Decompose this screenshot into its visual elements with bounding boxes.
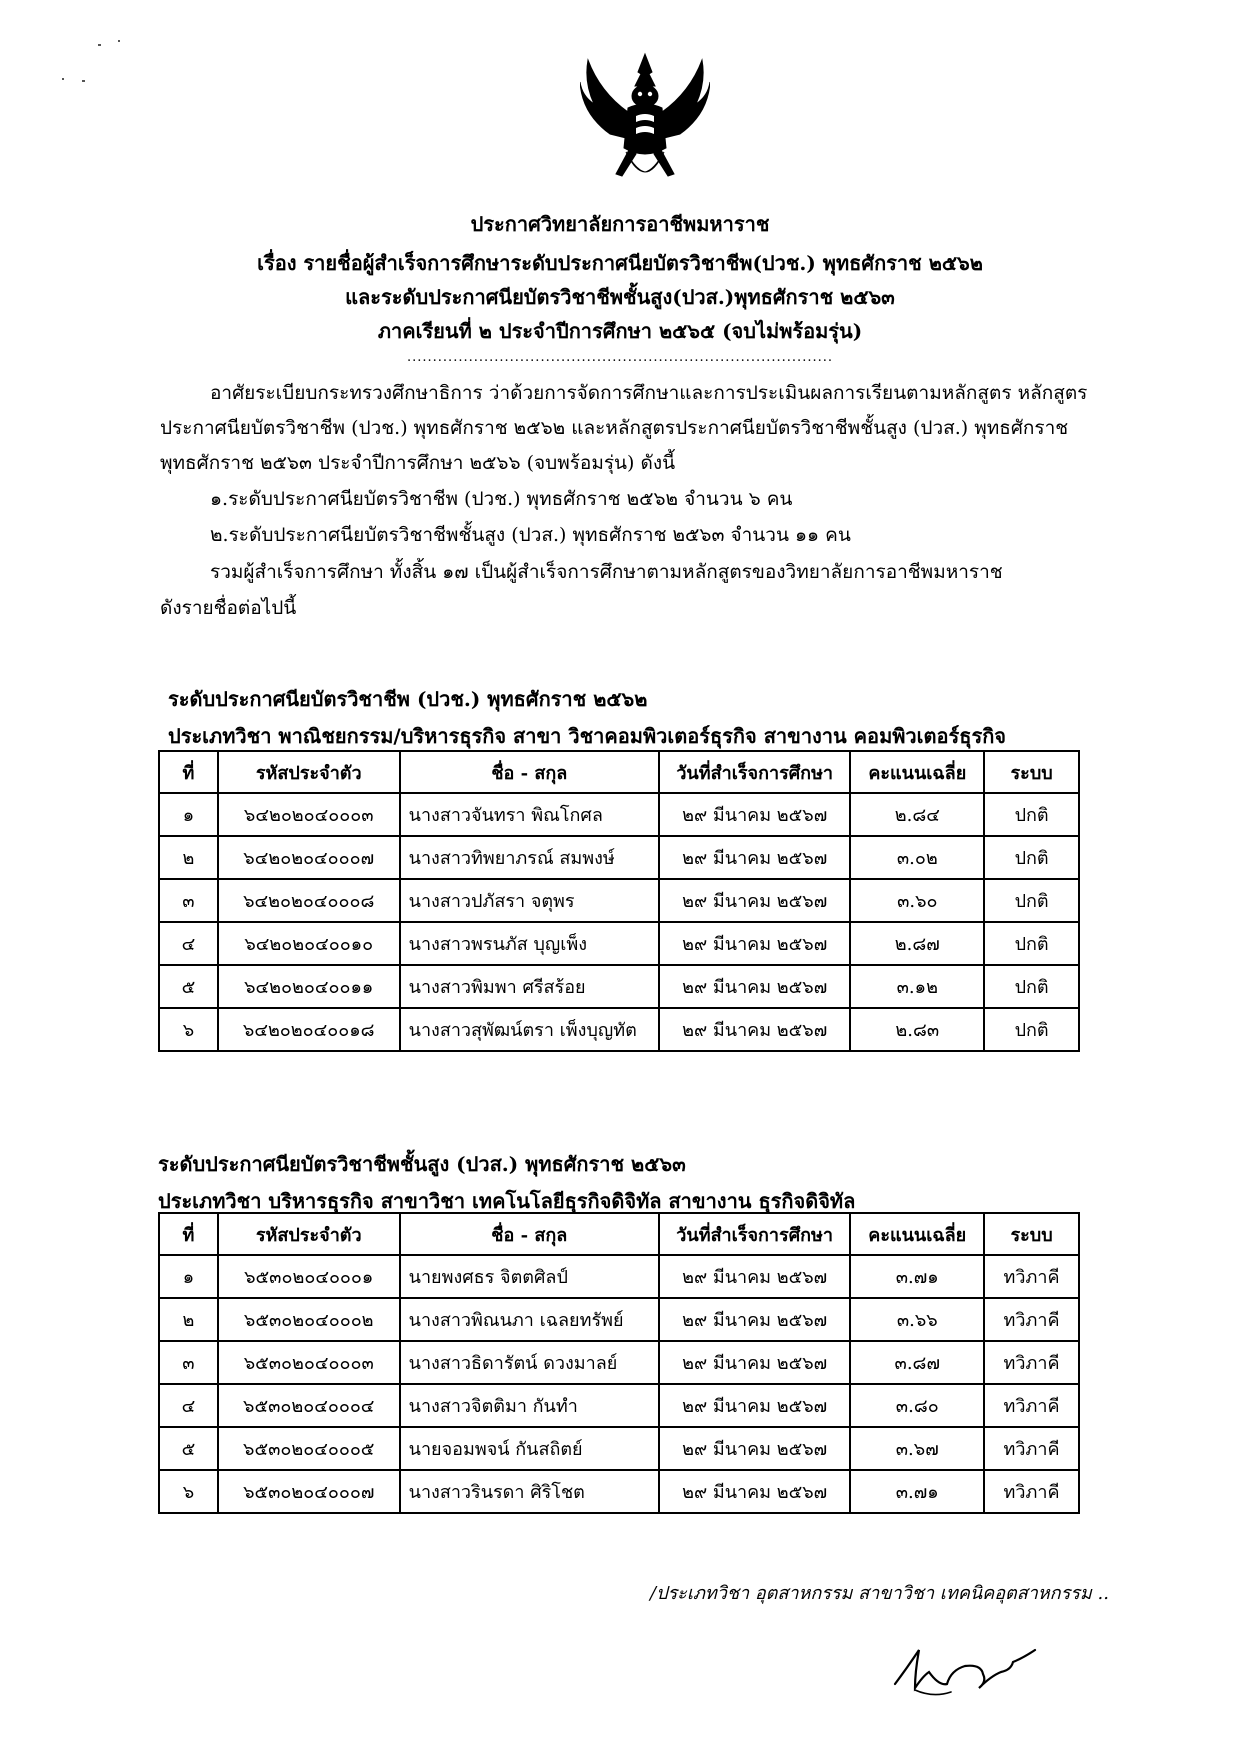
row-no: ๕ bbox=[159, 965, 218, 1008]
table-row bbox=[159, 1427, 1079, 1470]
row-student-id: ๖๕๓๐๒๐๔๐๐๐๕ bbox=[218, 1427, 400, 1470]
subject-line-3: ภาคเรียนที่ ๒ ประจำปีการศึกษา ๒๕๖๕ (จบไม่พร้อมรุ่น) bbox=[377, 319, 863, 343]
col-no: ที่ bbox=[159, 1213, 218, 1255]
col-gpa: คะแนนเฉลี่ย bbox=[850, 1213, 984, 1255]
table-row bbox=[159, 879, 1079, 922]
row-gpa: ๓.๐๒ bbox=[850, 836, 984, 879]
subject-line-1: เรื่อง รายชื่อผู้สำเร็จการศึกษาระดับประกาศนียบัตรวิชาชีพ(ปวช.) พุทธศักราช ๒๕๖๒ bbox=[257, 251, 983, 275]
row-system: ปกติ bbox=[984, 793, 1079, 836]
row-no: ๓ bbox=[159, 1341, 218, 1384]
row-gpa: ๒.๘๔ bbox=[850, 793, 984, 836]
row-gpa: ๓.๑๒ bbox=[850, 965, 984, 1008]
row-gpa: ๓.๗๑ bbox=[850, 1255, 984, 1298]
row-name: นางสาวจิตติมา กันทำ bbox=[400, 1384, 659, 1427]
row-no: ๒ bbox=[159, 836, 218, 879]
section1-program: ประเภทวิชา พาณิชยกรรม/บริหารธุรกิจ สาขา วิชาคอมพิวเตอร์ธุรกิจ สาขางาน คอมพิวเตอร์ธุรกิจ bbox=[168, 724, 1007, 748]
row-date: ๒๙ มีนาคม ๒๕๖๗ bbox=[659, 965, 851, 1008]
row-no: ๔ bbox=[159, 1384, 218, 1427]
row-no: ๕ bbox=[159, 1427, 218, 1470]
row-date: ๒๙ มีนาคม ๒๕๖๗ bbox=[659, 1298, 850, 1341]
row-system: ทวิภาคี bbox=[984, 1298, 1079, 1341]
row-name: นายจอมพจน์ กันสถิตย์ bbox=[400, 1427, 659, 1470]
row-name: นางสาวรินรดา ศิริโชต bbox=[400, 1470, 659, 1513]
row-name: นางสาวทิพยาภรณ์ สมพงษ์ bbox=[400, 836, 659, 879]
row-student-id: ๖๔๒๐๒๐๔๐๐๑๘ bbox=[218, 1008, 400, 1051]
col-name: ชื่อ - สกุล bbox=[400, 1213, 659, 1255]
signature-icon bbox=[885, 1628, 1045, 1708]
row-gpa: ๒.๘๗ bbox=[850, 922, 984, 965]
row-student-id: ๖๔๒๐๒๐๔๐๐๐๘ bbox=[218, 879, 400, 922]
row-system: ทวิภาคี bbox=[984, 1255, 1079, 1298]
row-no: ๒ bbox=[159, 1298, 218, 1341]
row-date: ๒๙ มีนาคม ๒๕๖๗ bbox=[659, 1255, 850, 1298]
intro-line-2: ประกาศนียบัตรวิชาชีพ (ปวช.) พุทธศักราช ๒๕๖๒ และหลักสูตรประกาศนียบัตรวิชาชีพชั้นสูง (ปวส.) พุทธศักราช bbox=[160, 417, 1069, 439]
col-graduation-date: วันที่สำเร็จการศึกษา bbox=[659, 751, 851, 793]
col-gpa: คะแนนเฉลี่ย bbox=[850, 751, 984, 793]
row-name: นายพงศธร จิตตศิลป์ bbox=[400, 1255, 659, 1298]
row-student-id: ๖๕๓๐๒๐๔๐๐๐๓ bbox=[218, 1341, 400, 1384]
row-name: นางสาวธิดารัตน์ ดวงมาลย์ bbox=[400, 1341, 659, 1384]
section2-level: ระดับประกาศนียบัตรวิชาชีพชั้นสูง (ปวส.) พุทธศักราช ๒๕๖๓ bbox=[158, 1152, 686, 1176]
row-name: นางสาวพิมพา ศรีสร้อย bbox=[400, 965, 659, 1008]
scan-speck bbox=[82, 80, 85, 82]
row-gpa: ๓.๖๐ bbox=[850, 879, 984, 922]
table-row bbox=[159, 1384, 1079, 1427]
row-no: ๑ bbox=[159, 1255, 218, 1298]
row-system: ปกติ bbox=[984, 1008, 1079, 1051]
row-date: ๒๙ มีนาคม ๒๕๖๗ bbox=[659, 922, 851, 965]
col-name: ชื่อ - สกุล bbox=[400, 751, 659, 793]
row-date: ๒๙ มีนาคม ๒๕๖๗ bbox=[659, 1008, 851, 1051]
row-gpa: ๒.๘๓ bbox=[850, 1008, 984, 1051]
table-row bbox=[159, 1008, 1079, 1051]
subject-line-2: และระดับประกาศนียบัตรวิชาชีพชั้นสูง(ปวส.)พุทธศักราช ๒๕๖๓ bbox=[345, 285, 895, 309]
row-system: ปกติ bbox=[984, 922, 1079, 965]
total-line-2: ดังรายชื่อต่อไปนี้ bbox=[160, 597, 297, 619]
section1-table bbox=[158, 750, 1080, 1052]
col-system: ระบบ bbox=[984, 751, 1079, 793]
row-date: ๒๙ มีนาคม ๒๕๖๗ bbox=[659, 1341, 850, 1384]
row-system: ทวิภาคี bbox=[984, 1470, 1079, 1513]
row-student-id: ๖๔๒๐๒๐๔๐๐๑๐ bbox=[218, 922, 400, 965]
table-row bbox=[159, 793, 1079, 836]
section1-level: ระดับประกาศนียบัตรวิชาชีพ (ปวช.) พุทธศักราช ๒๕๖๒ bbox=[168, 687, 648, 711]
table-row bbox=[159, 922, 1079, 965]
row-gpa: ๓.๖๗ bbox=[850, 1427, 984, 1470]
row-system: ปกติ bbox=[984, 879, 1079, 922]
announcement-title: ประกาศวิทยาลัยการอาชีพมหาราช bbox=[470, 212, 770, 236]
col-graduation-date: วันที่สำเร็จการศึกษา bbox=[659, 1213, 850, 1255]
table-row bbox=[159, 1255, 1079, 1298]
table-header-row bbox=[159, 751, 1079, 793]
row-system: ทวิภาคี bbox=[984, 1427, 1079, 1470]
row-date: ๒๙ มีนาคม ๒๕๖๗ bbox=[659, 1384, 850, 1427]
col-system: ระบบ bbox=[984, 1213, 1079, 1255]
table-header-row bbox=[159, 1213, 1079, 1255]
separator-dots: ................................................................................... bbox=[407, 350, 833, 365]
intro-line-3: พุทธศักราช ๒๕๖๓ ประจำปีการศึกษา ๒๕๖๖ (จบพร้อมรุ่น) ดังนี้ bbox=[160, 452, 676, 474]
intro-line-1: อาศัยระเบียบกระทรวงศึกษาธิการ ว่าด้วยการจัดการศึกษาและการประเมินผลการเรียนตามหลักสูตร หลักสูตร bbox=[210, 382, 1088, 404]
row-gpa: ๓.๖๖ bbox=[850, 1298, 984, 1341]
continuation-note: /ประเภทวิชา อุตสาหกรรม สาขาวิชา เทคนิคอุตสาหกรรม .. bbox=[650, 1583, 1109, 1604]
row-no: ๔ bbox=[159, 922, 218, 965]
row-student-id: ๖๔๒๐๒๐๔๐๐๐๓ bbox=[218, 793, 400, 836]
row-student-id: ๖๕๓๐๒๐๔๐๐๐๗ bbox=[218, 1470, 400, 1513]
col-student-id: รหัสประจำตัว bbox=[218, 751, 400, 793]
table-row bbox=[159, 836, 1079, 879]
row-system: ปกติ bbox=[984, 836, 1079, 879]
total-line-1: รวมผู้สำเร็จการศึกษา ทั้งสิ้น ๑๗ เป็นผู้สำเร็จการศึกษาตามหลักสูตรของวิทยาลัยการอาชีพมหาราช bbox=[210, 561, 1003, 583]
table-row bbox=[159, 1341, 1079, 1384]
row-date: ๒๙ มีนาคม ๒๕๖๗ bbox=[659, 879, 851, 922]
row-system: ทวิภาคี bbox=[984, 1384, 1079, 1427]
col-student-id: รหัสประจำตัว bbox=[218, 1213, 400, 1255]
row-no: ๖ bbox=[159, 1008, 218, 1051]
section2-program: ประเภทวิชา บริหารธุรกิจ สาขาวิชา เทคโนโลยีธุรกิจดิจิทัล สาขางาน ธุรกิจดิจิทัล bbox=[158, 1189, 856, 1213]
col-no: ที่ bbox=[159, 751, 218, 793]
table-row bbox=[159, 1470, 1079, 1513]
row-gpa: ๓.๗๑ bbox=[850, 1470, 984, 1513]
row-no: ๖ bbox=[159, 1470, 218, 1513]
row-student-id: ๖๕๓๐๒๐๔๐๐๐๑ bbox=[218, 1255, 400, 1298]
row-no: ๓ bbox=[159, 879, 218, 922]
row-name: นางสาวปภัสรา จตุพร bbox=[400, 879, 659, 922]
row-system: ทวิภาคี bbox=[984, 1341, 1079, 1384]
row-date: ๒๙ มีนาคม ๒๕๖๗ bbox=[659, 1470, 850, 1513]
row-name: นางสาวสุพัฒน์ตรา เพ็งบุญทัต bbox=[400, 1008, 659, 1051]
row-system: ปกติ bbox=[984, 965, 1079, 1008]
scan-speck bbox=[98, 44, 101, 46]
row-date: ๒๙ มีนาคม ๒๕๖๗ bbox=[659, 1427, 850, 1470]
row-name: นางสาวพรนภัส บุญเพ็ง bbox=[400, 922, 659, 965]
garuda-emblem-icon bbox=[580, 52, 710, 192]
table-row bbox=[159, 1298, 1079, 1341]
section2-table bbox=[158, 1212, 1080, 1514]
row-student-id: ๖๕๓๐๒๐๔๐๐๐๒ bbox=[218, 1298, 400, 1341]
row-name: นางสาวจันทรา พิณโกศล bbox=[400, 793, 659, 836]
row-student-id: ๖๔๒๐๒๐๔๐๐๐๗ bbox=[218, 836, 400, 879]
row-date: ๒๙ มีนาคม ๒๕๖๗ bbox=[659, 836, 851, 879]
row-date: ๒๙ มีนาคม ๒๕๖๗ bbox=[659, 793, 851, 836]
row-name: นางสาวพิณนภา เฉลยทรัพย์ bbox=[400, 1298, 659, 1341]
row-student-id: ๖๔๒๐๒๐๔๐๐๑๑ bbox=[218, 965, 400, 1008]
row-gpa: ๓.๘๐ bbox=[850, 1384, 984, 1427]
row-no: ๑ bbox=[159, 793, 218, 836]
summary-item-1: ๑.ระดับประกาศนียบัตรวิชาชีพ (ปวช.) พุทธศักราช ๒๕๖๒ จำนวน ๖ คน bbox=[210, 488, 793, 510]
scan-speck bbox=[118, 40, 120, 42]
row-student-id: ๖๕๓๐๒๐๔๐๐๐๔ bbox=[218, 1384, 400, 1427]
row-gpa: ๓.๘๗ bbox=[850, 1341, 984, 1384]
summary-item-2: ๒.ระดับประกาศนียบัตรวิชาชีพชั้นสูง (ปวส.) พุทธศักราช ๒๕๖๓ จำนวน ๑๑ คน bbox=[210, 524, 851, 546]
scan-speck bbox=[62, 78, 64, 80]
table-row bbox=[159, 965, 1079, 1008]
